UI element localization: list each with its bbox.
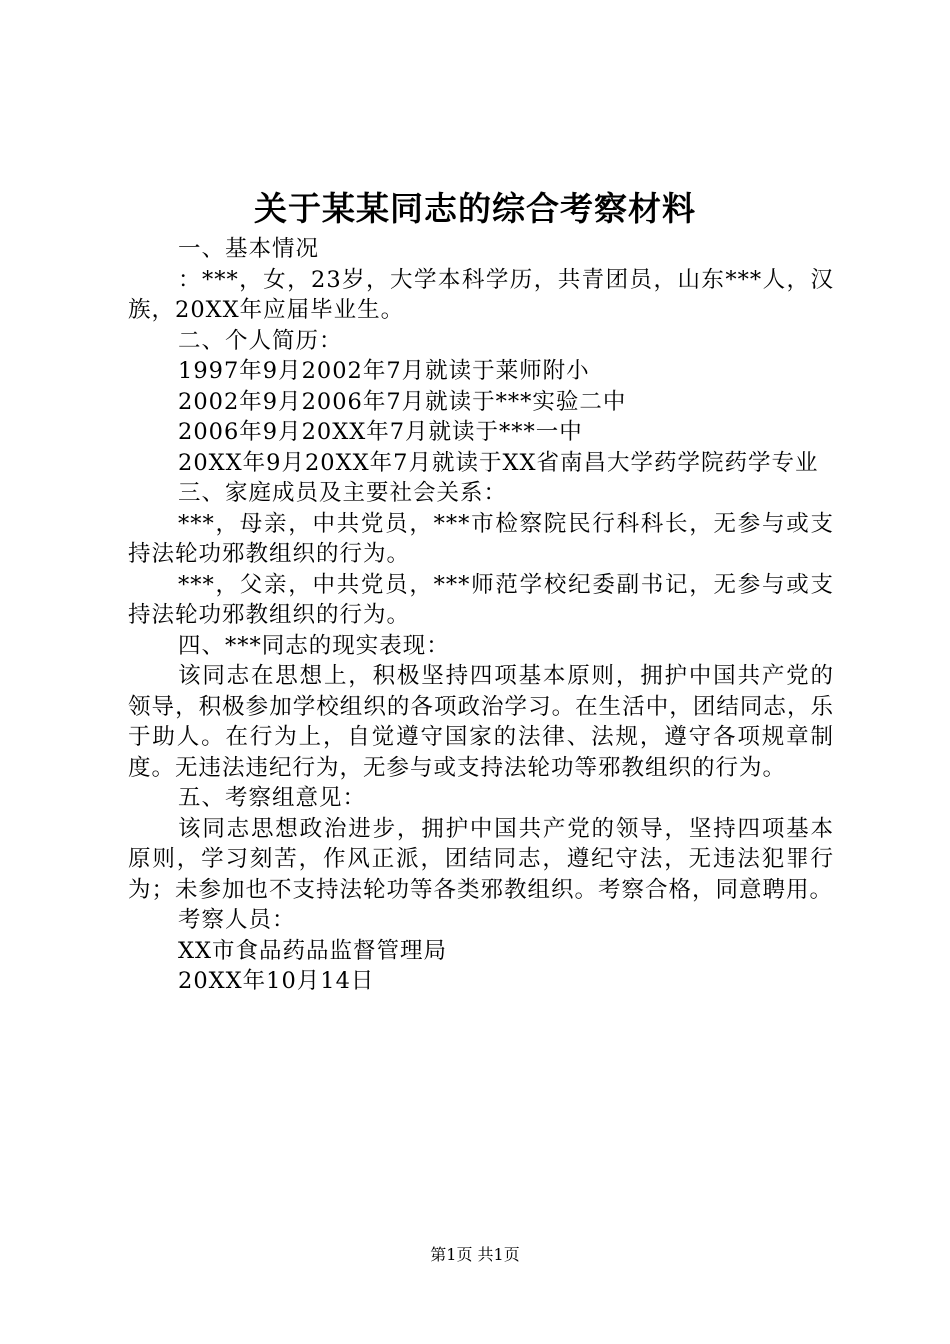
issue-date: 20XX年10月14日 bbox=[178, 968, 375, 994]
section-heading-basic-info: 一、基本情况 bbox=[178, 236, 320, 262]
section-heading-performance: 四、***同志的现实表现： bbox=[178, 632, 450, 659]
resume-item: 2006年9月20XX年7月就读于***一中 bbox=[178, 419, 583, 445]
issuing-organization: XX市食品药品监督管理局 bbox=[178, 937, 448, 964]
paragraph-basic-info: ：***，女，23岁，大学本科学历，共青团员，山东***人，汉族，20XX年应届毕业生。 bbox=[128, 266, 834, 323]
page-title: 关于某某同志的综合考察材料 bbox=[254, 189, 696, 228]
resume-item: 2002年9月2006年7月就读于***实验二中 bbox=[178, 388, 627, 415]
resume-item: 1997年9月2002年7月就读于莱师附小 bbox=[178, 358, 590, 384]
section-heading-resume: 二、个人简历： bbox=[178, 327, 343, 354]
family-member-mother: ***，母亲，中共党员，***市检察院民行科科长，无参与或支持法轮功邪教组织的行为。 bbox=[128, 510, 834, 567]
inspectors-label: 考察人员： bbox=[178, 907, 296, 933]
section-heading-opinion: 五、考察组意见： bbox=[178, 785, 367, 811]
paragraph-performance: 该同志在思想上，积极坚持四项基本原则，拥护中国共产党的领导，积极参加学校组织的各项政治学习。在生活中，团结同志，乐于助人。在行为上，自觉遵守国家的法律、法规，遵守各项规章制度。无违法违纪行为，无参与或支持法轮功等邪教组织的行为。 bbox=[128, 663, 834, 781]
family-member-father: ***，父亲，中共党员，***师范学校纪委副书记，无参与或支持法轮功邪教组织的行为。 bbox=[128, 571, 834, 628]
paragraph-opinion: 该同志思想政治进步，拥护中国共产党的领导，坚持四项基本原则，学习刻苦，作风正派，团结同志，遵纪守法，无违法犯罪行为；未参加也不支持法轮功等各类邪教组织。考察合格，同意聘用。 bbox=[128, 815, 834, 903]
section-heading-family: 三、家庭成员及主要社会关系： bbox=[178, 480, 508, 506]
page-number-footer: 第1页 共1页 bbox=[430, 1245, 520, 1264]
resume-item: 20XX年9月20XX年7月就读于XX省南昌大学药学院药学专业 bbox=[178, 449, 819, 476]
document-body bbox=[128, 234, 834, 997]
